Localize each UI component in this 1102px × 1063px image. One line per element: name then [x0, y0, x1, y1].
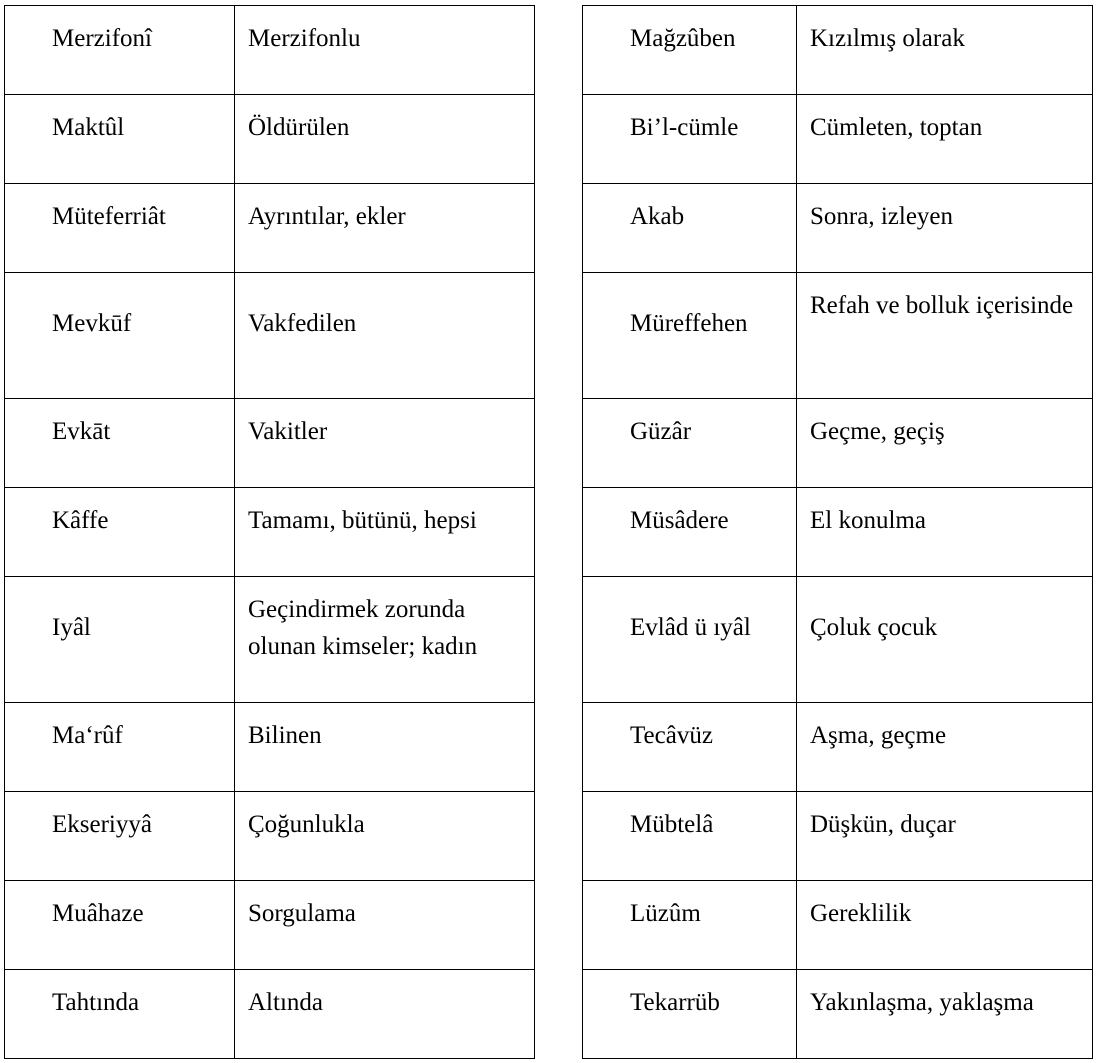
table-row: [5, 970, 535, 1059]
table-row: [5, 399, 535, 488]
definition-cell: Merzifonlu: [235, 6, 535, 95]
definition-cell: Kızılmış olarak: [797, 6, 1093, 95]
term-cell: Tahtında: [5, 970, 235, 1059]
table-row: [5, 273, 535, 399]
table-row: [583, 703, 1093, 792]
definition-cell: El konulma: [797, 488, 1093, 577]
table-row: [583, 399, 1093, 488]
table-row: [5, 792, 535, 881]
term-cell: Ekseriyyâ: [5, 792, 235, 881]
table-row: [583, 488, 1093, 577]
definition-cell: Refah ve bolluk içerisinde: [797, 273, 1093, 399]
term-cell: Müreffehen: [583, 273, 797, 399]
table-row: [583, 792, 1093, 881]
definition-cell: Tamamı, bütünü, hepsi: [235, 488, 535, 577]
term-cell: Lüzûm: [583, 881, 797, 970]
term-cell: Maktûl: [5, 95, 235, 184]
term-cell: Mağzûben: [583, 6, 797, 95]
term-cell: Kâffe: [5, 488, 235, 577]
definition-cell: Vakfedilen: [235, 273, 535, 399]
definition-cell: Geçindirmek zorunda olunan kimseler; kadın: [235, 577, 535, 703]
definition-cell: Bilinen: [235, 703, 535, 792]
term-cell: Güzâr: [583, 399, 797, 488]
term-cell: Akab: [583, 184, 797, 273]
table-row: [5, 488, 535, 577]
term-cell: Müteferriât: [5, 184, 235, 273]
definition-cell: Geçme, geçiş: [797, 399, 1093, 488]
term-cell: Ma‘rûf: [5, 703, 235, 792]
definition-cell: Aşma, geçme: [797, 703, 1093, 792]
definition-cell: Cümleten, toptan: [797, 95, 1093, 184]
table-row: [5, 6, 535, 95]
table-row: [583, 184, 1093, 273]
table-row: [583, 970, 1093, 1059]
definition-cell: Düşkün, duçar: [797, 792, 1093, 881]
definition-cell: Gereklilik: [797, 881, 1093, 970]
table-row: [583, 881, 1093, 970]
table-row: [583, 273, 1093, 399]
table-row: [583, 6, 1093, 95]
term-cell: Mevkūf: [5, 273, 235, 399]
table-row: [5, 184, 535, 273]
term-cell: Muâhaze: [5, 881, 235, 970]
term-cell: Mübtelâ: [583, 792, 797, 881]
definition-cell: Yakınlaşma, yaklaşma: [797, 970, 1093, 1059]
glossary-table-left: [4, 5, 535, 1059]
table-row: [5, 577, 535, 703]
term-cell: Tekarrüb: [583, 970, 797, 1059]
definition-cell: Sorgulama: [235, 881, 535, 970]
table-row: [5, 703, 535, 792]
definition-cell: Altında: [235, 970, 535, 1059]
table-row: [5, 95, 535, 184]
definition-cell: Sonra, izleyen: [797, 184, 1093, 273]
table-row: [5, 881, 535, 970]
definition-cell: Çoluk çocuk: [797, 577, 1093, 703]
definition-cell: Vakitler: [235, 399, 535, 488]
term-cell: Müsâdere: [583, 488, 797, 577]
definition-cell: Çoğunlukla: [235, 792, 535, 881]
definition-cell: Öldürülen: [235, 95, 535, 184]
definition-cell: Ayrıntılar, ekler: [235, 184, 535, 273]
table-row: [583, 95, 1093, 184]
glossary-table-right: [582, 5, 1093, 1059]
term-cell: Bi’l-cümle: [583, 95, 797, 184]
term-cell: Merzifonî: [5, 6, 235, 95]
term-cell: Evkāt: [5, 399, 235, 488]
term-cell: Evlâd ü ıyâl: [583, 577, 797, 703]
term-cell: Iyâl: [5, 577, 235, 703]
table-row: [583, 577, 1093, 703]
term-cell: Tecâvüz: [583, 703, 797, 792]
